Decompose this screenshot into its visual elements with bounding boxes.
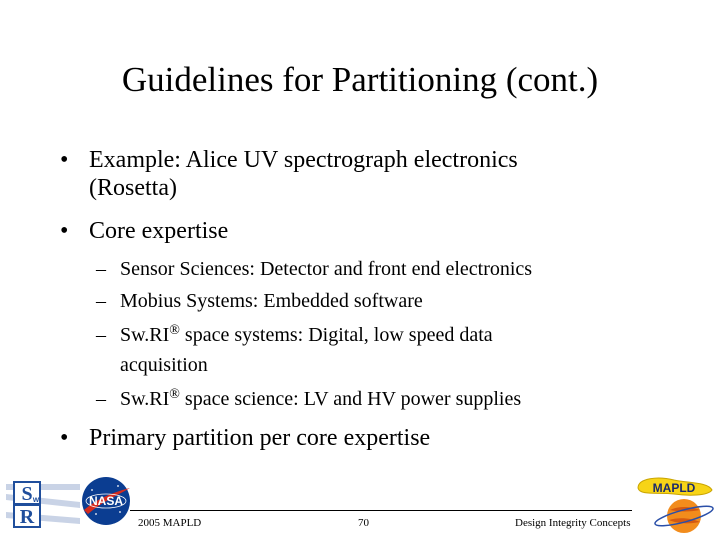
swri-name: Sw.RI (120, 388, 170, 410)
bullet-marker: • (60, 425, 69, 451)
footer-divider (130, 510, 632, 511)
registered-mark: ® (169, 323, 180, 338)
bullet-marker: • (60, 147, 69, 173)
svg-text:MAPLD: MAPLD (652, 481, 696, 495)
sub-bullet-text-rest: space science: LV and HV power supplies (179, 388, 522, 410)
swri-name: Sw.RI (120, 324, 170, 346)
sub-bullet-text: Mobius Systems: Embedded software (120, 290, 423, 312)
bullet-text-continued: (Rosetta) (89, 175, 177, 201)
sub-bullet-marker: – (96, 388, 106, 410)
svg-text:S: S (21, 483, 33, 505)
sub-bullet-marker: – (96, 324, 106, 346)
svg-text:NASA: NASA (88, 494, 124, 508)
page-number: 70 (358, 517, 369, 529)
footer-right: Design Integrity Concepts (515, 517, 631, 529)
bullet-text: Primary partition per core expertise (89, 425, 431, 451)
sub-bullet-text-continued: acquisition (120, 354, 208, 376)
registered-mark: ® (169, 387, 180, 402)
sub-bullet-marker: – (96, 258, 106, 280)
slide-title: Guidelines for Partitioning (cont.) (121, 60, 599, 99)
bullet-marker: • (60, 218, 69, 244)
mapld-logo (628, 466, 718, 538)
bullet-text: Example: Alice UV spectrograph electronics (89, 147, 518, 173)
sub-bullet-marker: – (96, 290, 106, 312)
sub-bullet-text (120, 387, 521, 411)
sub-bullet-text (120, 323, 493, 347)
nasa-logo (80, 470, 132, 532)
swri-logo (6, 478, 80, 530)
footer-left: 2005 MAPLD (138, 517, 202, 529)
sub-bullet-text: Sensor Sciences: Detector and front end electronics (120, 258, 533, 280)
bullet-text: Core expertise (89, 218, 229, 244)
sub-bullet-text-rest: space systems: Digital, low speed data (179, 324, 493, 346)
svg-text:R: R (19, 506, 35, 528)
svg-text:w: w (32, 495, 40, 504)
